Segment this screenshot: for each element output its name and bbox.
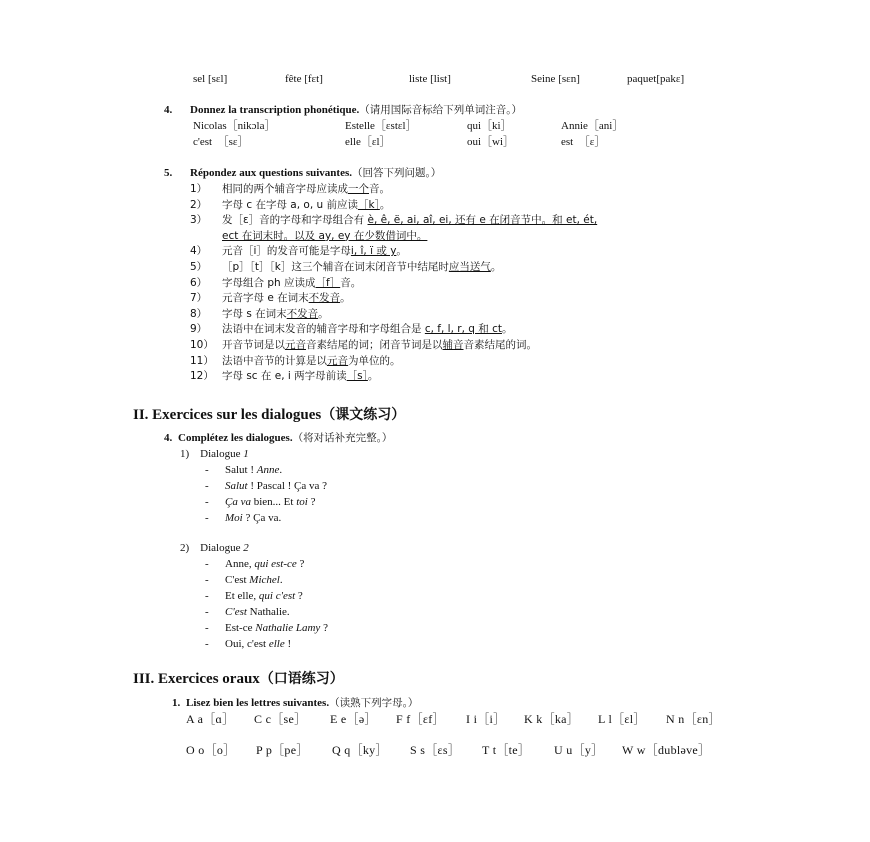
- top-word: paquet[pakɛ]: [627, 73, 685, 85]
- transcription-cell: Annie［ani］: [561, 120, 624, 132]
- dialogue-text: .: [279, 574, 283, 586]
- question-number: 2）: [190, 198, 208, 211]
- dialogue-line: [205, 621, 328, 635]
- exercise-cn: （读熟下列字母。）: [329, 697, 419, 709]
- dialogue-line: [205, 463, 282, 477]
- dialogue-text: ?: [296, 558, 305, 570]
- question-text: 。: [396, 245, 407, 258]
- answer-text: 应当送气: [448, 261, 491, 273]
- question-number: 6）: [190, 276, 208, 289]
- answer-text: ［k］: [358, 198, 380, 211]
- question-text: 音素结尾的词；闭音节词是以: [306, 339, 443, 351]
- dialogue-line: [205, 479, 327, 493]
- question-item: [190, 213, 597, 227]
- dialogue-line: [205, 495, 315, 509]
- dialogue-1-label: [180, 447, 249, 461]
- top-word: fête [fɛt]: [285, 73, 323, 85]
- dialogue-dash: -: [205, 496, 209, 508]
- dialogue-dash: -: [205, 464, 209, 476]
- filled-answer: qui est-ce: [254, 558, 297, 570]
- question-text: 为单位的。: [348, 354, 401, 367]
- question-text: ［p］［t］［k］这三个辅音在词末闭音节中结尾时: [222, 261, 449, 273]
- exercise-title: Complétez les dialogues.: [178, 432, 293, 444]
- question-item: [190, 369, 378, 383]
- letter-cell: E e［ə］: [330, 712, 377, 726]
- dialogue-dash: -: [205, 606, 209, 618]
- filled-answer: qui c'est: [258, 590, 296, 602]
- dialogue-dash: -: [205, 480, 209, 492]
- dialogue-dash: -: [205, 558, 209, 570]
- question-text: 字母组合 ph 应读成: [222, 276, 316, 289]
- dialogue-dash: -: [205, 574, 209, 586]
- dialogue-text: Oui, c'est: [225, 638, 269, 650]
- question-text: 。: [379, 198, 391, 211]
- exercise-title: Répondez aux questions suivantes.: [190, 167, 352, 179]
- exercise-dialogue-heading: [164, 431, 392, 445]
- dialogue-line: [205, 589, 303, 603]
- answer-text: 不发音: [308, 292, 341, 305]
- answer-text: 元音: [327, 354, 348, 367]
- question-item: [190, 354, 401, 368]
- question-item: [190, 276, 361, 290]
- filled-answer: Salut: [225, 480, 248, 492]
- question-number: 12）: [190, 370, 214, 383]
- question-text: 开音节词是以: [222, 339, 285, 351]
- dialogue-dash: -: [205, 622, 209, 634]
- answer-text: è, ê, ë, ai, aî, ei, 还有 e 在闭音节中。和 et, ét,: [367, 214, 598, 227]
- filled-answer: Anne: [256, 464, 280, 476]
- letters-row-1: [186, 712, 721, 726]
- transcription-row: [193, 119, 623, 133]
- top-word: sel [sɛl]: [193, 73, 228, 85]
- question-item: [190, 291, 351, 305]
- answer-text: c, f, l, r, q 和 ct: [424, 323, 502, 336]
- question-item: [190, 338, 537, 352]
- letter-cell: K k［ka］: [524, 712, 580, 726]
- letter-cell: U u［y］: [554, 743, 604, 757]
- letter-cell: P p［pe］: [256, 743, 309, 757]
- letter-cell: I i［i］: [466, 712, 506, 726]
- dialogue-label: 2) Dialogue: [180, 542, 241, 554]
- answer-text: ［s］: [346, 370, 368, 383]
- question-number: 11）: [190, 354, 214, 367]
- exercise-cn: （请用国际音标给下列单词注音。）: [359, 104, 523, 116]
- letters-row-2: [186, 743, 710, 757]
- question-text: 字母 s 在词末: [222, 307, 287, 320]
- dialogue-text: Est-ce: [225, 622, 256, 634]
- top-word: liste [list]: [409, 73, 451, 85]
- answer-text: 元音: [285, 339, 306, 351]
- dialogue-text: Anne,: [225, 558, 255, 570]
- question-text: 音。: [340, 276, 362, 289]
- exercise-title: Donnez la transcription phonétique.: [190, 104, 360, 116]
- top-word: Seine [sɛn]: [531, 73, 580, 85]
- section-cn: （课文练习）: [321, 407, 406, 423]
- exercise-4-heading: [164, 103, 522, 117]
- dialogue-text: Salut !: [225, 464, 257, 476]
- question-item: [190, 260, 501, 274]
- filled-answer: Nathalie Lamy: [255, 622, 321, 634]
- dialogue-text: ?: [307, 496, 316, 508]
- letter-cell: T t［te］: [482, 743, 531, 757]
- exercise-number: 1.: [172, 697, 181, 709]
- question-text: 字母 c 在字母 a, o, u 前应读: [222, 198, 358, 211]
- question-number: 7）: [190, 292, 208, 305]
- question-item: [190, 182, 390, 196]
- answer-text: ［f］: [315, 276, 341, 289]
- top-row: [193, 72, 684, 86]
- question-text: 发［ɛ］音的字母和字母组合有: [222, 214, 368, 227]
- section-title: III. Exercices oraux: [133, 671, 260, 687]
- filled-answer: Moi: [225, 512, 243, 524]
- question-number: 3）: [190, 214, 208, 227]
- question-text: 法语中音节的计算是以: [222, 354, 327, 367]
- dialogue-line: [205, 573, 283, 587]
- answer-text: ect 在词末时。以及 ay, ey 在少数借词中。: [222, 229, 428, 242]
- transcription-row: [193, 135, 605, 149]
- question-text: 。: [490, 261, 502, 273]
- question-item: [190, 198, 390, 212]
- dialogue-label: 1) Dialogue: [180, 448, 241, 460]
- question-text: 。: [340, 292, 351, 305]
- question-item: [190, 322, 512, 336]
- letter-cell: N n［ɛn］: [666, 712, 721, 726]
- dialogue-text: ! Pascal ! Ça va ?: [247, 480, 328, 492]
- question-text: 音素结尾的词。: [463, 339, 537, 351]
- question-number: 5）: [190, 261, 208, 273]
- letter-cell: L l［ɛl］: [598, 712, 646, 726]
- letter-cell: C c［se］: [254, 712, 307, 726]
- dialogue-text: bien... Et: [250, 496, 297, 508]
- letter-cell: W w［dubləve］: [622, 743, 711, 757]
- question-number: 1）: [190, 183, 208, 195]
- answer-text: i, î, ï 或 y: [350, 245, 397, 258]
- exercise-cn: （将对话补充完整。）: [292, 432, 393, 444]
- dialogue-dash: -: [205, 590, 209, 602]
- dialogue-text: .: [279, 464, 283, 476]
- question-number: 4）: [190, 245, 208, 258]
- question-text: 音。: [369, 183, 390, 195]
- letter-cell: A a［ɑ］: [186, 712, 235, 726]
- dialogue-number: 1: [243, 448, 249, 460]
- transcription-cell: c'est ［sɛ］: [193, 136, 249, 148]
- question-text: 字母 sc 在 e, i 两字母前读: [222, 370, 347, 383]
- section-cn: （口语练习）: [259, 671, 344, 687]
- question-number: 9）: [190, 323, 208, 336]
- question-text: 。: [367, 370, 379, 383]
- dialogue-number: 2: [243, 542, 249, 554]
- answer-text: 不发音: [286, 307, 319, 320]
- filled-answer: Ça va: [225, 496, 251, 508]
- dialogue-line: [205, 511, 281, 525]
- dialogue-dash: -: [205, 512, 209, 524]
- dialogue-dash: -: [205, 638, 209, 650]
- question-item: [190, 307, 329, 321]
- dialogue-2-label: [180, 541, 249, 555]
- dialogue-text: ?: [320, 622, 328, 634]
- section-title: II. Exercices sur les dialogues: [133, 407, 322, 423]
- filled-answer: Michel: [249, 574, 280, 586]
- question-text: 元音［i］的发音可能是字母: [222, 245, 351, 258]
- transcription-cell: Estelle［ɛstɛl］: [345, 120, 417, 132]
- dialogue-line: [205, 557, 304, 571]
- question-number: 10）: [190, 339, 214, 351]
- exercise-5-heading: [164, 166, 441, 180]
- filled-answer: toi: [296, 496, 308, 508]
- exercise-cn: （回答下列问题。）: [351, 167, 442, 179]
- question-item: [190, 244, 407, 258]
- filled-answer: C'est: [225, 606, 247, 618]
- answer-text: 一个: [348, 183, 369, 195]
- question-text: 元音字母 e 在词末: [222, 292, 309, 305]
- dialogue-text: C'est: [225, 574, 250, 586]
- letter-cell: Q q［ky］: [332, 743, 388, 757]
- exercise-letters-heading: [172, 696, 418, 710]
- dialogue-line: [205, 637, 291, 651]
- dialogue-text: ?: [295, 590, 303, 602]
- filled-answer: elle: [268, 638, 285, 650]
- letter-cell: O o［o］: [186, 743, 236, 757]
- exercise-number: 4.: [164, 432, 173, 444]
- answer-text: 辅音: [442, 339, 464, 351]
- transcription-cell: Nicolas［nikɔla］: [193, 120, 276, 132]
- question-item: [190, 229, 427, 243]
- section-3-title: [133, 670, 344, 688]
- exercise-number: 5.: [164, 167, 173, 179]
- question-text: 法语中在词末发音的辅音字母和字母组合是: [222, 323, 425, 336]
- dialogue-text: ? Ça va.: [242, 512, 282, 524]
- section-2-title: [133, 406, 405, 424]
- question-text: 相同的两个辅音字母应读成: [222, 183, 348, 195]
- transcription-cell: qui［ki］: [467, 120, 512, 132]
- dialogue-text: Nathalie.: [246, 606, 290, 618]
- transcription-cell: est ［ɛ］: [561, 136, 606, 148]
- dialogue-text: !: [284, 638, 292, 650]
- dialogue-line: [205, 605, 290, 619]
- exercise-number: 4.: [164, 104, 173, 116]
- exercise-title: Lisez bien les lettres suivantes.: [186, 697, 330, 709]
- question-number: 8）: [190, 307, 208, 320]
- transcription-cell: oui［wi］: [467, 136, 515, 148]
- question-text: 。: [501, 323, 513, 336]
- transcription-cell: elle［ɛl］: [345, 136, 391, 148]
- question-text: 。: [318, 307, 329, 320]
- dialogue-text: Et elle,: [225, 590, 259, 602]
- letter-cell: S s［ɛs］: [410, 743, 461, 757]
- letter-cell: F f［ɛf］: [396, 712, 445, 726]
